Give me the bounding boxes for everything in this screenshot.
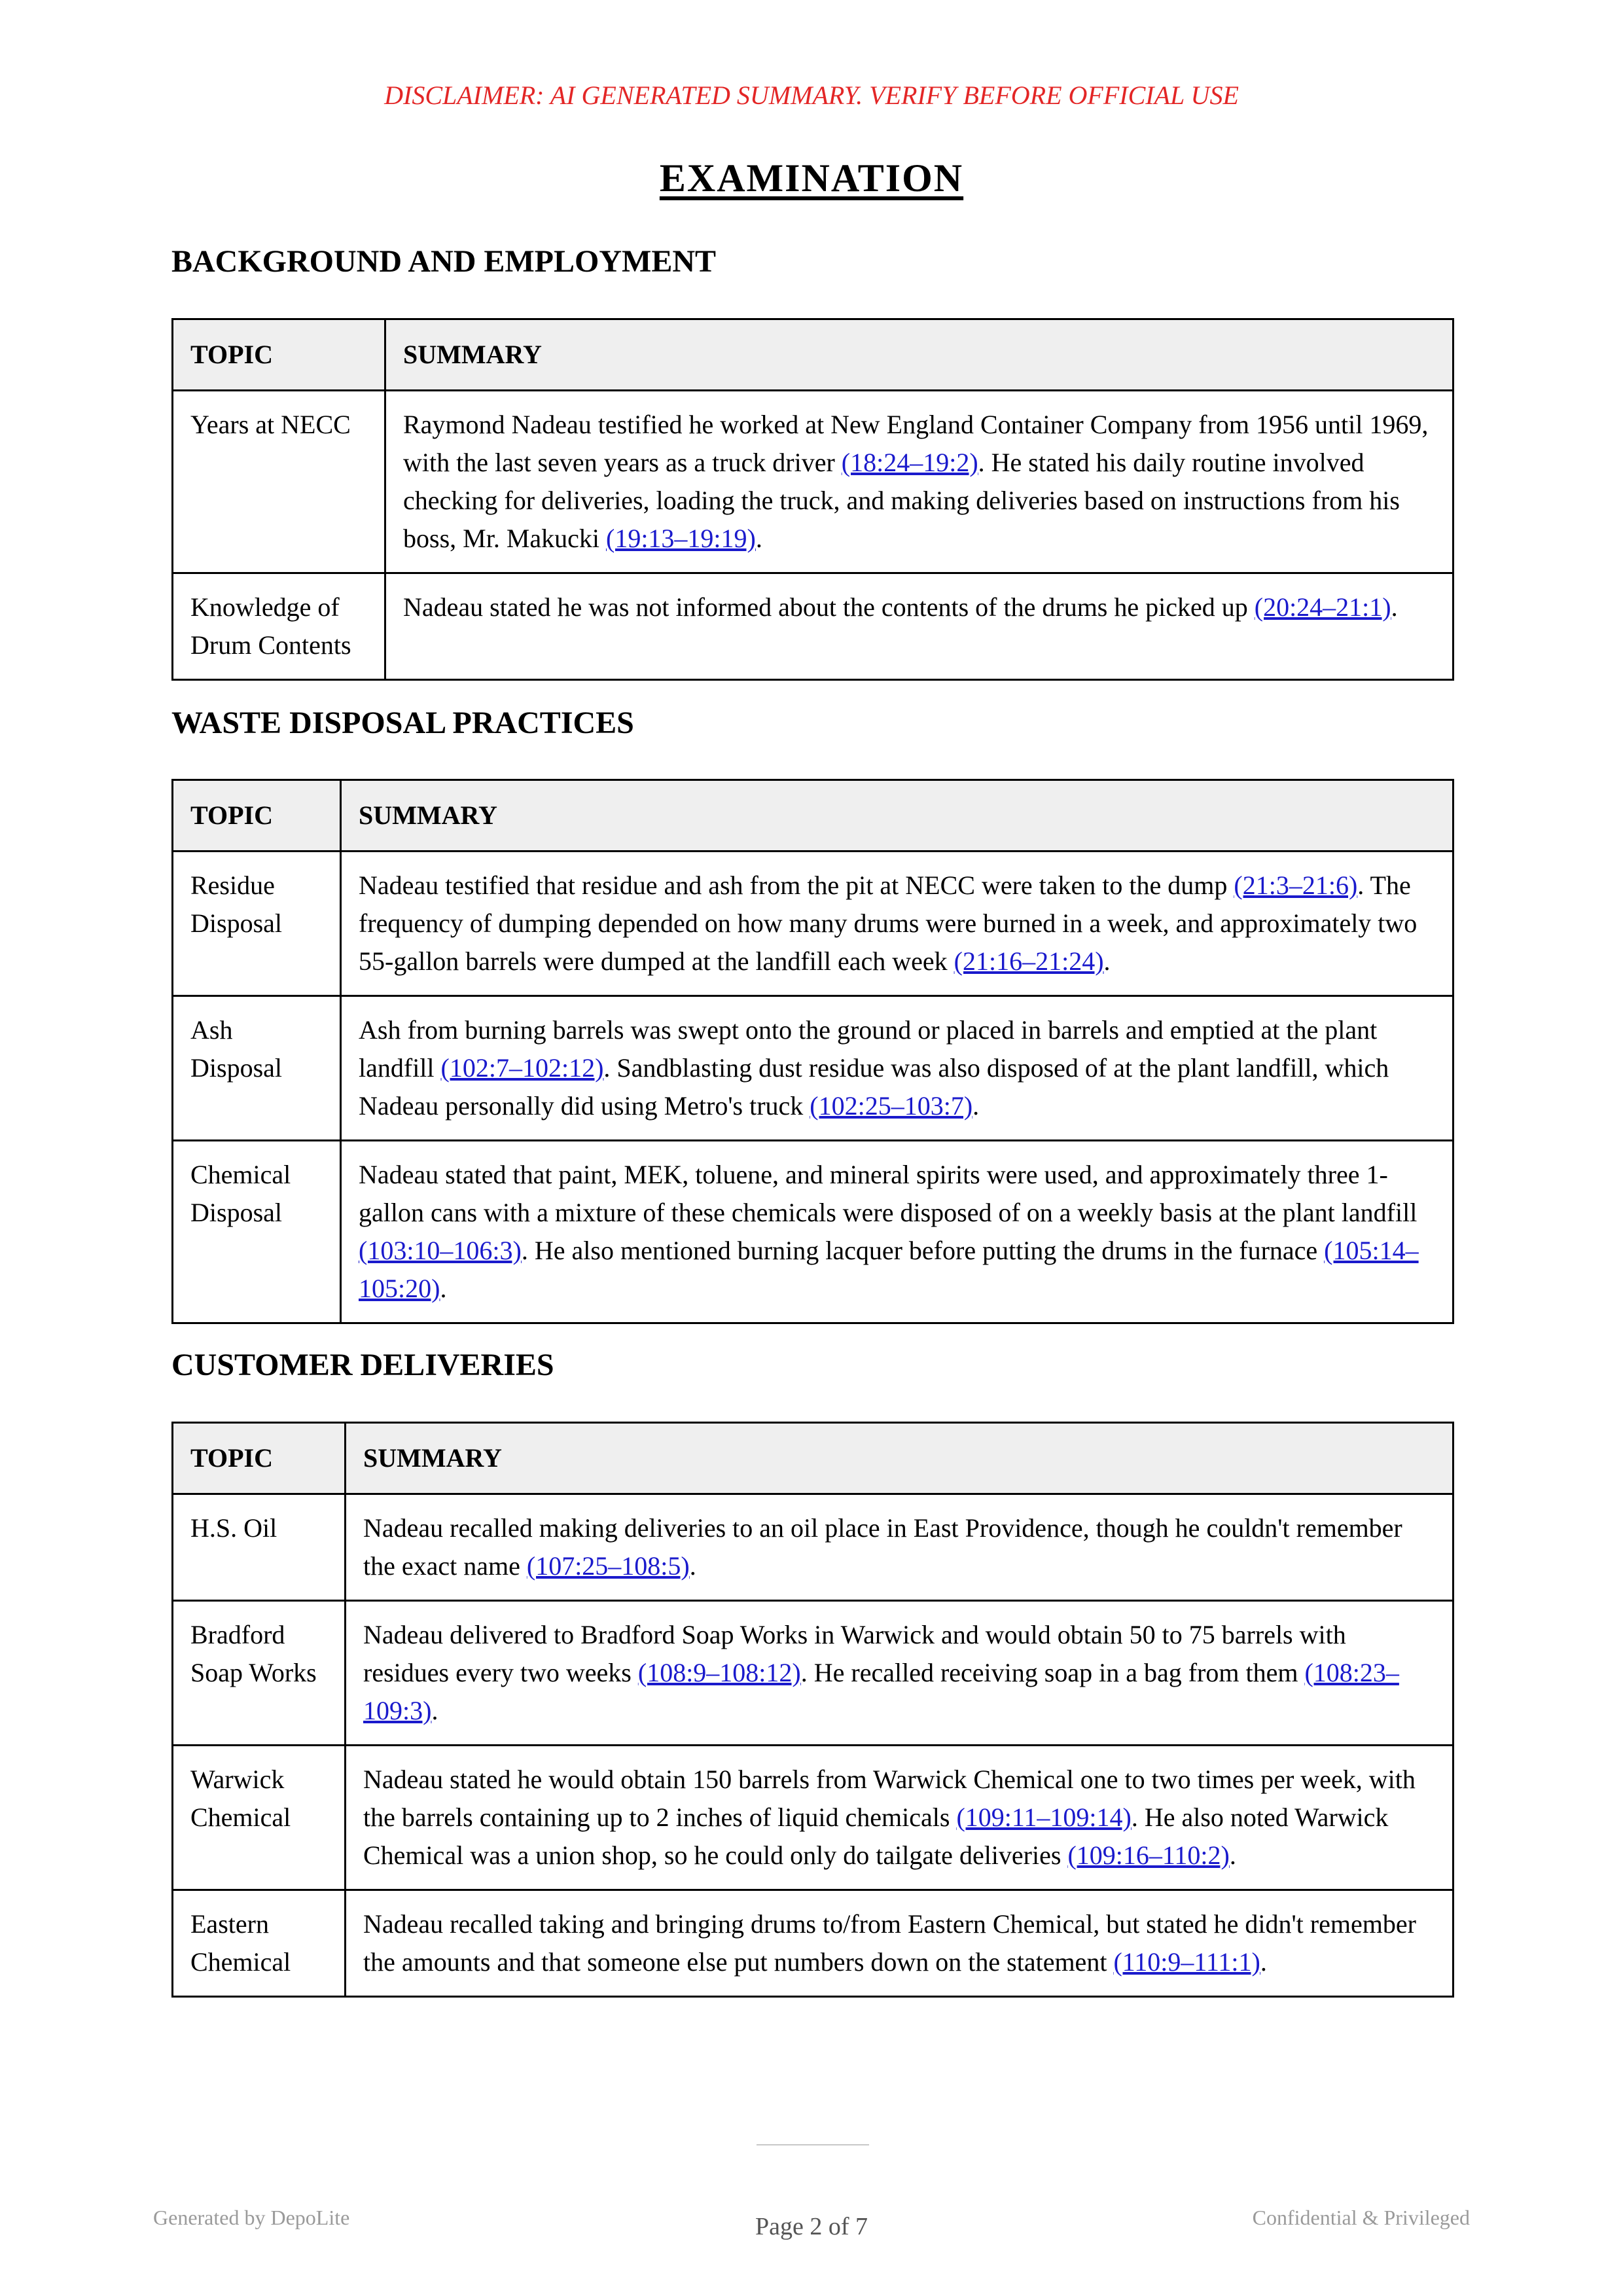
summary-text: Nadeau stated he would obtain 150 barrels from Warwick Chemical one to two times per week, with the barrels containing up to 2 inches of liquid chemicals [363, 1765, 1416, 1832]
summary-text: . [689, 1551, 696, 1581]
summary-text: . He recalled receiving soap in a bag from them [800, 1658, 1305, 1687]
table-row [173, 391, 1454, 573]
page-number: Page 2 of 7 [755, 2213, 868, 2240]
citation-link[interactable]: (109:11–109:14) [956, 1803, 1132, 1832]
table-row [173, 1746, 1454, 1890]
column-header-topic: TOPIC [173, 780, 341, 852]
column-header-topic: TOPIC [173, 1423, 346, 1494]
topic-cell: Residue Disposal [173, 852, 341, 996]
summary-text: . Sandblasting dust residue was also disposed of at the plant landfill, which Nadeau personally did using Metro's truck [359, 1053, 1389, 1121]
summary-cell [341, 852, 1454, 996]
disclaimer-banner: DISCLAIMER: AI GENERATED SUMMARY. VERIFY BEFORE OFFICIAL USE [384, 81, 1239, 110]
summary-text: . The frequency of dumping depended on how many drums were burned in a week, and approximately two 55-gallon barrels were dumped at the landfill each week [359, 870, 1418, 976]
section-heading-background: BACKGROUND AND EMPLOYMENT [171, 244, 717, 279]
summary-text: Nadeau testified that residue and ash from the pit at NECC were taken to the dump [359, 870, 1234, 900]
summary-text: Nadeau stated that paint, MEK, toluene, and mineral spirits were used, and approximately three 1-gallon cans with a mixture of these chemicals were disposed of on a weekly basis at the plant landfill [359, 1160, 1418, 1227]
summary-text: . [755, 524, 762, 553]
table-row [173, 1890, 1454, 1997]
summary-text: . He also mentioned burning lacquer before putting the drums in the furnace [521, 1236, 1325, 1265]
summary-text: . [1103, 946, 1111, 976]
summary-cell [341, 996, 1454, 1141]
summary-text: . He also noted Warwick Chemical was a union shop, so he could only do tailgate deliveries [363, 1803, 1389, 1870]
summary-text: . [1260, 1947, 1267, 1977]
topic-cell: Bradford Soap Works [173, 1601, 346, 1746]
page-title: EXAMINATION [659, 156, 964, 200]
summary-text: Raymond Nadeau testified he worked at New England Container Company from 1956 until 1969, with the last seven years as a truck driver [403, 410, 1429, 477]
summary-table-customer-deliveries [171, 1422, 1454, 1998]
footer-divider [757, 2144, 869, 2145]
citation-link[interactable]: (107:25–108:5) [526, 1551, 690, 1581]
summary-cell [346, 1890, 1454, 1997]
summary-text: . [1229, 1840, 1236, 1870]
citation-link[interactable]: (21:16–21:24) [954, 946, 1104, 976]
citation-link[interactable]: (110:9–111:1) [1113, 1947, 1260, 1977]
table-row [173, 1601, 1454, 1746]
citation-link[interactable]: (102:25–103:7) [810, 1091, 973, 1121]
table-header-row [173, 319, 1454, 391]
table-row [173, 573, 1454, 680]
citation-link[interactable]: (103:10–106:3) [359, 1236, 522, 1265]
citation-link[interactable]: (105:14–105:20) [359, 1236, 1419, 1303]
summary-text: Nadeau stated he was not informed about the contents of the drums he picked up [403, 592, 1255, 622]
summary-text: . [440, 1274, 447, 1303]
summary-cell [341, 1141, 1454, 1323]
citation-link[interactable]: (20:24–21:1) [1254, 592, 1391, 622]
footer-generator-label: Generated by DepoLite [153, 2206, 350, 2229]
topic-cell: Years at NECC [173, 391, 385, 573]
table-row [173, 996, 1454, 1141]
footer-confidential-label: Confidential & Privileged [1252, 2206, 1470, 2229]
summary-text: Nadeau recalled taking and bringing drums to/from Eastern Chemical, but stated he didn't remember the amounts and that someone else put numbers down on the statement [363, 1909, 1416, 1977]
summary-text: Nadeau delivered to Bradford Soap Works in Warwick and would obtain 50 to 75 barrels with residues every two weeks [363, 1620, 1346, 1687]
table-row [173, 1141, 1454, 1323]
citation-link[interactable]: (19:13–19:19) [606, 524, 756, 553]
topic-cell: H.S. Oil [173, 1494, 346, 1601]
column-header-summary: SUMMARY [385, 319, 1454, 391]
section-heading-customer-deliveries: CUSTOMER DELIVERIES [171, 1348, 554, 1382]
summary-cell [385, 573, 1454, 680]
summary-text: . He stated his daily routine involved checking for deliveries, loading the truck, and making deliveries based on instructions from his boss, Mr. Makucki [403, 448, 1400, 553]
citation-link[interactable]: (18:24–19:2) [841, 448, 978, 477]
citation-link[interactable]: (108:23–109:3) [363, 1658, 1399, 1725]
topic-cell: Ash Disposal [173, 996, 341, 1141]
topic-cell: Warwick Chemical [173, 1746, 346, 1890]
column-header-summary: SUMMARY [346, 1423, 1454, 1494]
summary-text: . [972, 1091, 980, 1121]
citation-link[interactable]: (102:7–102:12) [440, 1053, 604, 1083]
section-heading-waste-disposal: WASTE DISPOSAL PRACTICES [171, 706, 634, 740]
summary-cell [385, 391, 1454, 573]
topic-cell: Knowledge of Drum Contents [173, 573, 385, 680]
summary-text: . [431, 1696, 438, 1725]
summary-cell [346, 1746, 1454, 1890]
topic-cell: Chemical Disposal [173, 1141, 341, 1323]
table-row [173, 1494, 1454, 1601]
table-header-row [173, 780, 1454, 852]
table-header-row [173, 1423, 1454, 1494]
table-row [173, 852, 1454, 996]
column-header-summary: SUMMARY [341, 780, 1454, 852]
column-header-topic: TOPIC [173, 319, 385, 391]
summary-text: . [1391, 592, 1398, 622]
summary-text: Ash from burning barrels was swept onto the ground or placed in barrels and emptied at the plant landfill [359, 1015, 1378, 1083]
summary-cell [346, 1601, 1454, 1746]
citation-link[interactable]: (21:3–21:6) [1234, 870, 1358, 900]
citation-link[interactable]: (109:16–110:2) [1067, 1840, 1230, 1870]
summary-table-background [171, 318, 1454, 681]
summary-table-waste-disposal [171, 779, 1454, 1324]
summary-cell [346, 1494, 1454, 1601]
summary-text: Nadeau recalled making deliveries to an oil place in East Providence, though he couldn't remember the exact name [363, 1513, 1402, 1581]
citation-link[interactable]: (108:9–108:12) [637, 1658, 801, 1687]
topic-cell: Eastern Chemical [173, 1890, 346, 1997]
